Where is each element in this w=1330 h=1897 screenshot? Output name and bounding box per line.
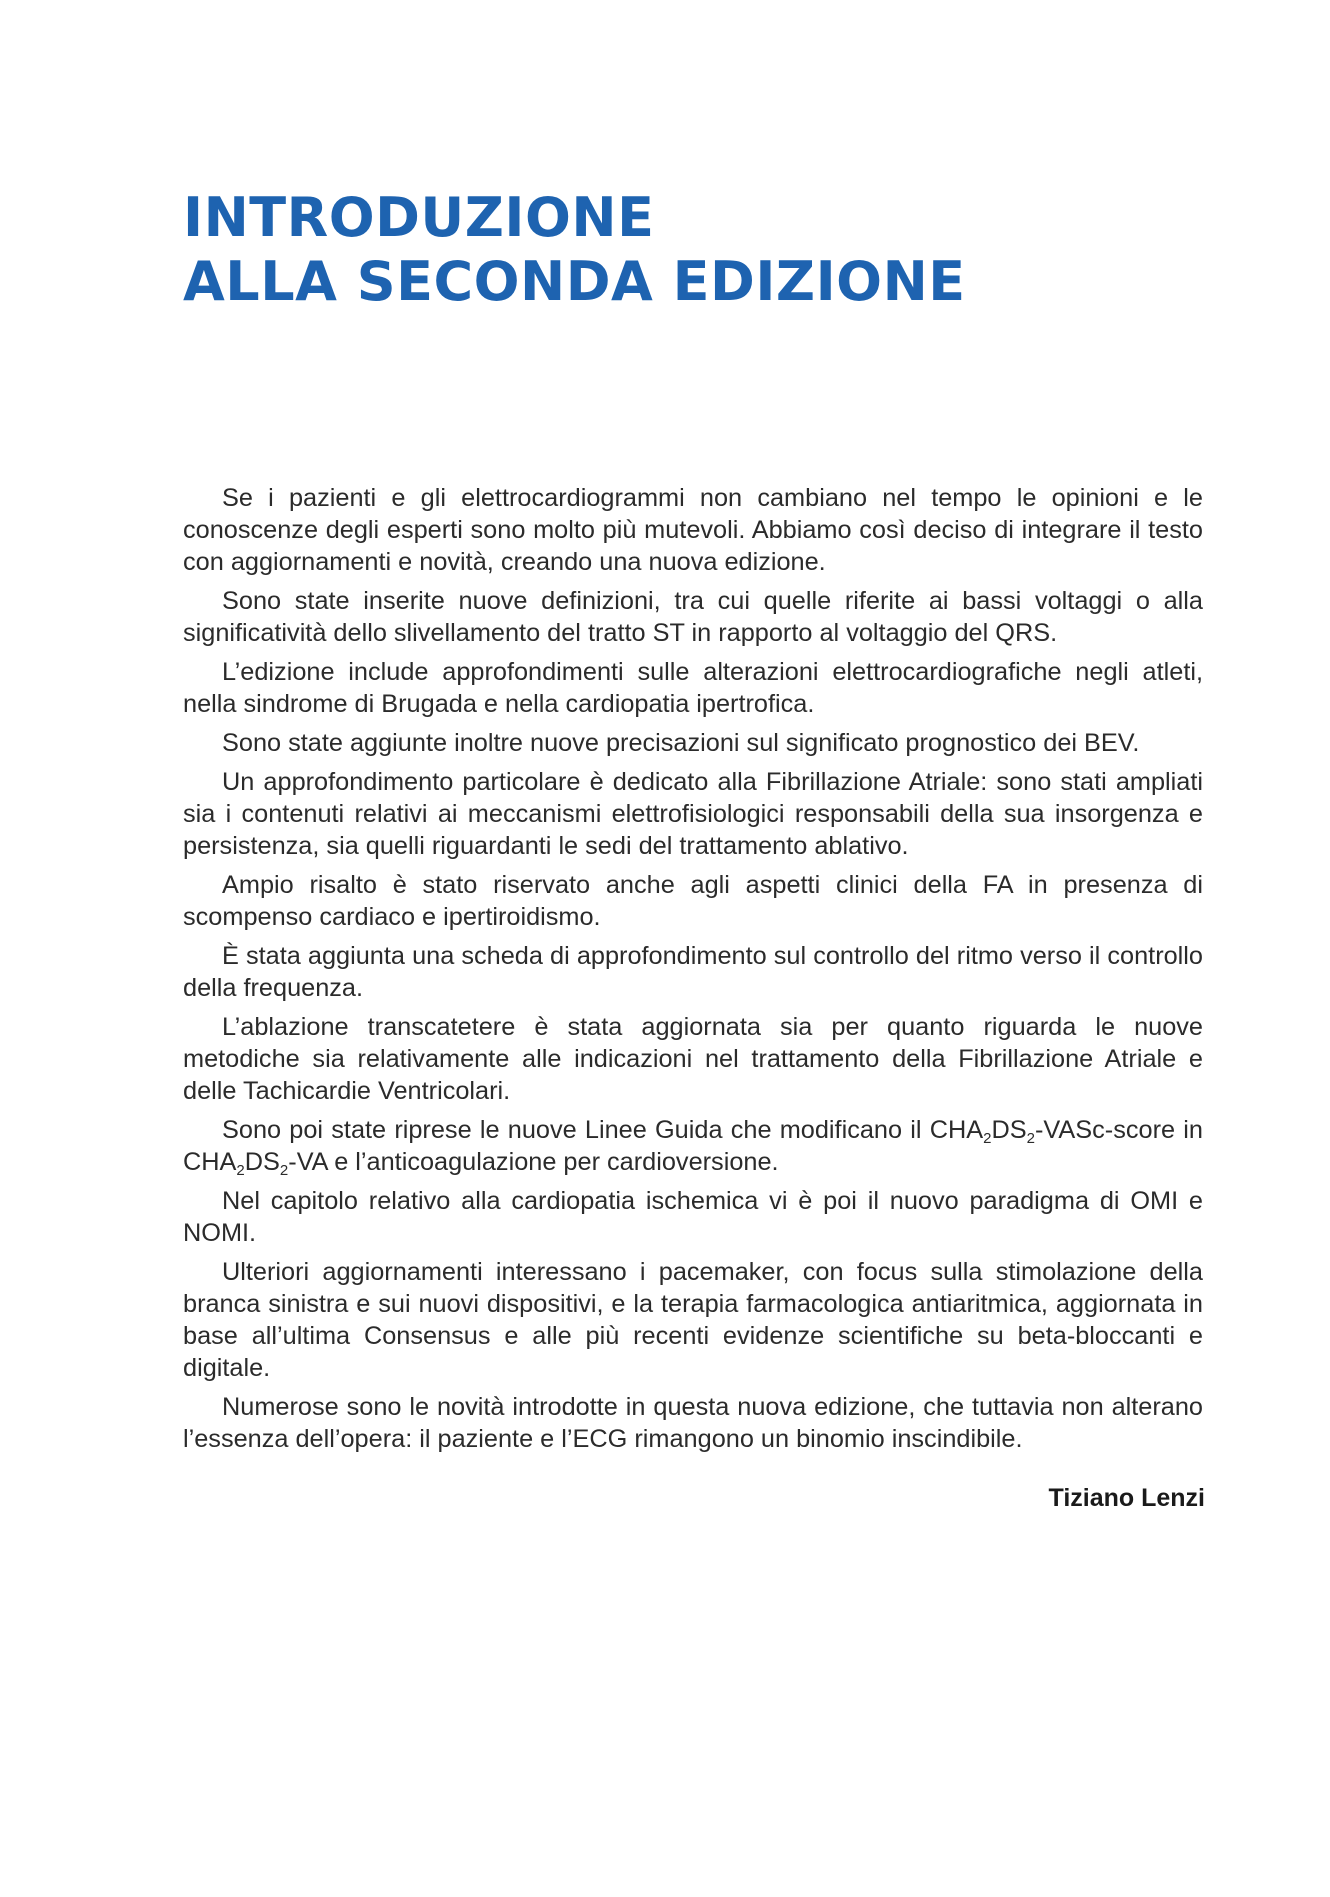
page-title (183, 186, 966, 314)
introduction-body (183, 482, 1203, 1462)
subscript: 2 (236, 1162, 245, 1179)
subscript: 2 (983, 1130, 992, 1147)
paragraph: Nel capitolo relativo alla cardiopatia ischemica vi è poi il nuovo paradigma di OMI e NOMI. (183, 1187, 1203, 1247)
guidelines-text-part: -VA e l’anticoagulazione per cardioversione. (288, 1148, 779, 1176)
paragraph: Sono state aggiunte inoltre nuove precisazioni sul significato prognostico dei BEV. (222, 729, 1140, 757)
paragraph: È stata aggiunta una scheda di approfondimento sul controllo del ritmo verso il controllo della frequenza. (183, 942, 1203, 1002)
paragraph: Ulteriori aggiornamenti interessano i pacemaker, con focus sulla stimolazione della branca sinistra e sui nuovi dispositivi, e la terapia farmacologica antiaritmica, aggiornata in base all’ultima Consensus e alle più recenti evidenze scientifiche su beta-bloccanti e digitale. (183, 1258, 1203, 1382)
paragraph: L’ablazione transcatetere è stata aggiornata sia per quanto riguarda le nuove metodiche sia relativamente alle indicazioni nel trattamento della Fibrillazione Atriale e delle Tachicardie Ventricolari. (183, 1013, 1203, 1105)
title-line-2: ALLA SECONDA EDIZIONE (183, 250, 966, 313)
author-signature: Tiziano Lenzi (1048, 1484, 1205, 1512)
paragraph: Un approfondimento particolare è dedicato alla Fibrillazione Atriale: sono stati ampliati sia i contenuti relativi ai meccanismi elettrofisiologici responsabili della sua insorgenza e persistenza, sia quelli riguardanti le sedi del trattamento ablativo. (183, 768, 1203, 860)
paragraph: Numerose sono le novità introdotte in questa nuova edizione, che tuttavia non alterano l’essenza dell’opera: il paziente e l’ECG rimangono un binomio inscindibile. (183, 1393, 1203, 1453)
subscript: 2 (279, 1162, 289, 1179)
paragraph: Ampio risalto è stato riservato anche agli aspetti clinici della FA in presenza di scompenso cardiaco e ipertiroidismo. (183, 871, 1203, 931)
subscript: 2 (1026, 1130, 1035, 1147)
paragraph: Se i pazienti e gli elettrocardiogrammi non cambiano nel tempo le opinioni e le conoscenze degli esperti sono molto più mutevoli. Abbiamo così deciso di integrare il testo con aggiornamenti e novità, creando una nuova edizione. (183, 484, 1203, 576)
paragraph: L’edizione include approfondimenti sulle alterazioni elettrocardiografiche negli atleti, nella sindrome di Brugada e nella cardiopatia ipertrofica. (183, 658, 1203, 718)
guidelines-paragraph (183, 1114, 1203, 1178)
guidelines-text-part: -VASc-score in CHA (183, 1116, 1203, 1176)
paragraph: Sono state inserite nuove definizioni, tra cui quelle riferite ai bassi voltaggi o alla significatività dello slivellamento del tratto ST in rapporto al voltaggio del QRS. (183, 587, 1203, 647)
guidelines-text-part: DS (244, 1148, 280, 1176)
title-line-1: INTRODUZIONE (183, 186, 655, 249)
guidelines-text-part: Sono poi state riprese le nuove Linee Guida che modificano il CHA (222, 1116, 984, 1144)
guidelines-text-part: DS (991, 1116, 1027, 1144)
